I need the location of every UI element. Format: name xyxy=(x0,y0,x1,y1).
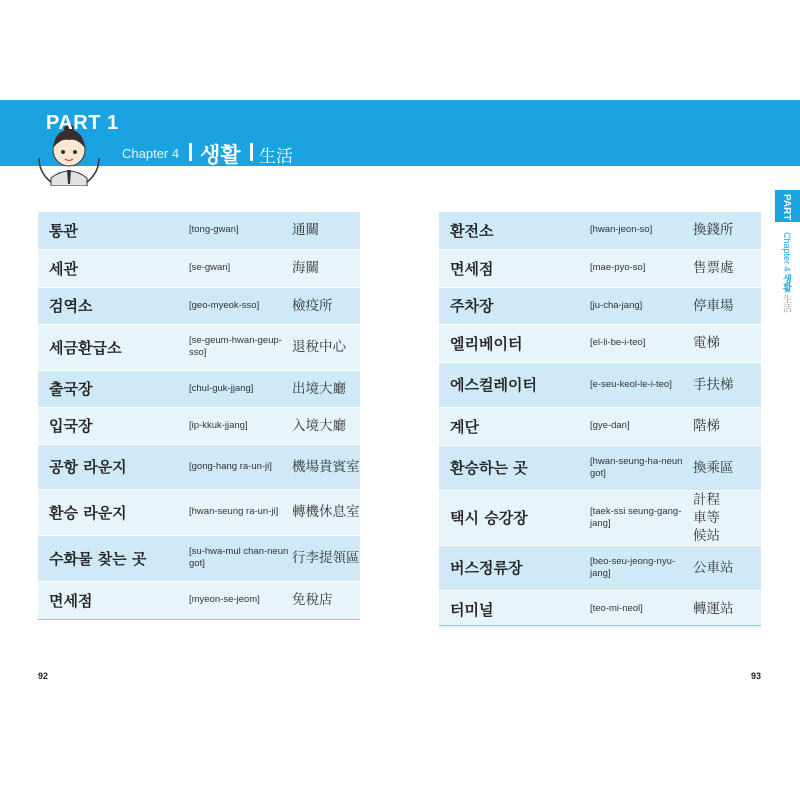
romanization: [ju-cha-jang] xyxy=(590,287,693,324)
table-row xyxy=(38,581,360,619)
hanja-translation: 免稅店 xyxy=(292,581,360,619)
romanization: [gye-dan] xyxy=(590,407,693,445)
romanization: [chul-guk-jjang] xyxy=(189,370,292,407)
table-row xyxy=(38,212,360,249)
page-number-right: 93 xyxy=(751,671,762,681)
chapter-title-hanja: 生活 xyxy=(259,147,293,167)
chapter-title-korean: 생활 xyxy=(200,143,241,167)
hanja-translation: 通關 xyxy=(292,212,360,249)
romanization: [e-seu-keol-le-i-teo] xyxy=(590,362,693,407)
title-divider-right xyxy=(250,143,253,161)
side-tab-part-label: PART 1 xyxy=(781,194,792,229)
romanization: [se-gwan] xyxy=(189,249,292,287)
side-tab-chapter xyxy=(781,232,794,313)
chapter-banner xyxy=(0,100,800,166)
chapter-label: Chapter 4 xyxy=(122,146,180,161)
table-row xyxy=(439,249,761,287)
romanization: [taek-ssi seung-gang-jang] xyxy=(590,490,693,545)
romanization: [beo-seu-jeong-nyu-jang] xyxy=(590,545,693,590)
hanja-translation: 電梯 xyxy=(693,324,761,362)
part-label: PART 1 xyxy=(46,112,119,134)
korean-word: 환승 라운지 xyxy=(38,489,189,535)
korean-word: 계단 xyxy=(439,407,590,445)
table-bottom-rule xyxy=(38,619,360,620)
hanja-translation: 計程車等候站 xyxy=(693,490,761,545)
table-row xyxy=(38,370,360,407)
side-tab-title-hanja: 生活 xyxy=(782,294,792,313)
table-row xyxy=(439,445,761,490)
korean-word: 세관 xyxy=(38,249,189,287)
table-row xyxy=(38,249,360,287)
side-tab-title-korean: 생활 xyxy=(782,274,792,293)
table-row xyxy=(439,545,761,590)
hanja-translation: 海關 xyxy=(292,249,360,287)
table-row xyxy=(439,490,761,545)
korean-word: 면세점 xyxy=(38,581,189,619)
korean-word: 세금환급소 xyxy=(38,324,189,370)
hanja-translation: 轉機休息室 xyxy=(292,489,360,535)
hanja-translation: 手扶梯 xyxy=(693,362,761,407)
korean-word: 터미널 xyxy=(439,590,590,628)
title-divider-left xyxy=(189,143,192,161)
page-number-left: 92 xyxy=(38,671,49,681)
romanization: [hwan-seung-ha-neun got] xyxy=(590,445,693,490)
romanization: [teo-mi-neol] xyxy=(590,590,693,628)
romanization: [hwan-jeon-so] xyxy=(590,212,693,249)
hanja-translation: 行李提領區 xyxy=(292,535,360,581)
table-row xyxy=(439,407,761,445)
table-row xyxy=(38,324,360,370)
romanization: [geo-myeok-sso] xyxy=(189,287,292,324)
korean-word: 주차장 xyxy=(439,287,590,324)
korean-word: 출국장 xyxy=(38,370,189,407)
hanja-translation: 停車場 xyxy=(693,287,761,324)
romanization: [gong-hang ra-un-ji] xyxy=(189,444,292,489)
table-row xyxy=(439,212,761,249)
hanja-translation: 入境大廳 xyxy=(292,407,360,444)
side-tab-chapter-label: Chapter 4 xyxy=(782,232,792,272)
hanja-translation: 公車站 xyxy=(693,545,761,590)
table-row xyxy=(38,287,360,324)
hanja-translation: 售票處 xyxy=(693,249,761,287)
vocab-table-right xyxy=(439,212,761,629)
korean-word: 공항 라운지 xyxy=(38,444,189,489)
romanization: [el-li-be-i-teo] xyxy=(590,324,693,362)
korean-word: 엘리베이터 xyxy=(439,324,590,362)
romanization: [mae-pyo-so] xyxy=(590,249,693,287)
table-row xyxy=(38,444,360,489)
romanization: [se-geum-hwan-geup-sso] xyxy=(189,324,292,370)
table-row xyxy=(439,590,761,628)
hanja-translation: 換錢所 xyxy=(693,212,761,249)
hanja-translation: 換乘區 xyxy=(693,445,761,490)
hanja-translation: 階梯 xyxy=(693,407,761,445)
korean-word: 면세점 xyxy=(439,249,590,287)
table-row xyxy=(38,489,360,535)
table-bottom-rule xyxy=(439,625,761,626)
vocab-table-left xyxy=(38,212,360,620)
korean-word: 환전소 xyxy=(439,212,590,249)
hanja-translation: 轉運站 xyxy=(693,590,761,628)
korean-word: 택시 승강장 xyxy=(439,490,590,545)
korean-word: 검역소 xyxy=(38,287,189,324)
korean-word: 환승하는 곳 xyxy=(439,445,590,490)
korean-word: 버스정류장 xyxy=(439,545,590,590)
table-row xyxy=(439,362,761,407)
hanja-translation: 機場貴賓室 xyxy=(292,444,360,489)
korean-word: 통관 xyxy=(38,212,189,249)
hanja-translation: 檢疫所 xyxy=(292,287,360,324)
table-row xyxy=(38,407,360,444)
hanja-translation: 退稅中心 xyxy=(292,324,360,370)
romanization: [tong-gwan] xyxy=(189,212,292,249)
table-row xyxy=(38,535,360,581)
romanization: [su-hwa-mul chan-neun got] xyxy=(189,535,292,581)
hanja-translation: 出境大廳 xyxy=(292,370,360,407)
korean-word: 입국장 xyxy=(38,407,189,444)
romanization: [hwan-seung ra-un-ji] xyxy=(189,489,292,535)
korean-word: 수화물 찾는 곳 xyxy=(38,535,189,581)
table-row xyxy=(439,324,761,362)
table-row xyxy=(439,287,761,324)
romanization: [myeon-se-jeom] xyxy=(189,581,292,619)
korean-word: 에스컬레이터 xyxy=(439,362,590,407)
romanization: [ip-kkuk-jjang] xyxy=(189,407,292,444)
